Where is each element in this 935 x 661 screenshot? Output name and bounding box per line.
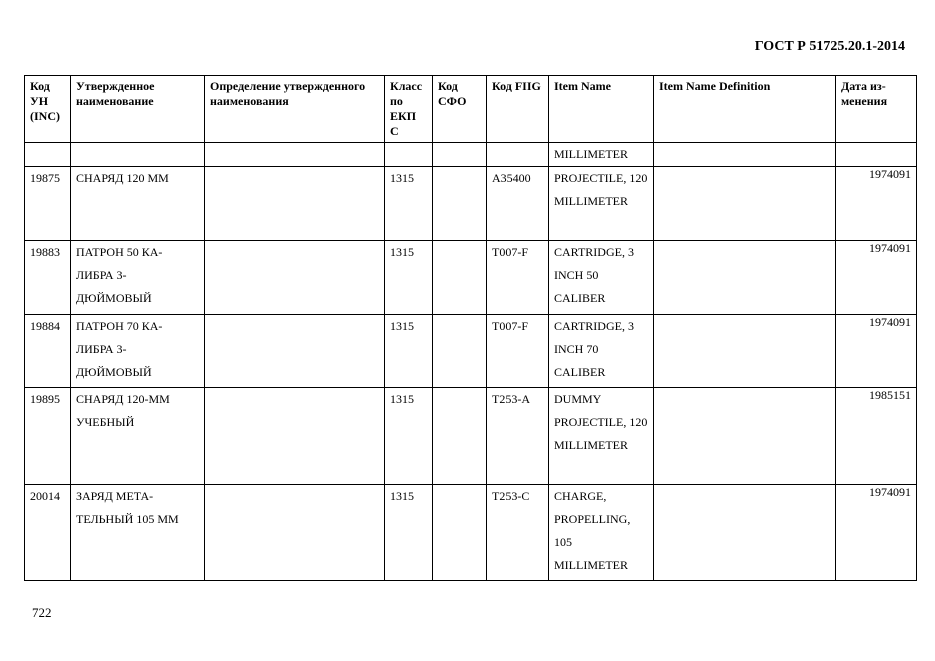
cell-definition [205,241,385,315]
cell-sfo [433,241,487,315]
cell-code: 19883 [25,241,71,315]
header-approved-name: Утвержденное наименование [71,76,205,143]
cell-class: 1315 [385,315,433,388]
cell-class [385,143,433,167]
cell-name: СНАРЯД 120-ММ УЧЕБНЫЙ [71,388,205,485]
table-row [25,241,917,315]
cell-fiig: T007-F [487,241,549,315]
cell-class: 1315 [385,388,433,485]
document-title: ГОСТ Р 51725.20.1-2014 [754,39,905,54]
cell-class: 1315 [385,241,433,315]
header-fiig: Код FIIG [487,76,549,143]
cell-date [836,143,917,167]
table-row [25,388,917,485]
cell-item-name: DUMMY PROJECTILE, 120 MILLIMETER [549,388,654,485]
cell-class: 1315 [385,485,433,581]
cell-definition [205,315,385,388]
cell-name: СНАРЯД 120 ММ [71,167,205,241]
header-definition: Определение утвержденного наименования [205,76,385,143]
cell-definition [205,388,385,485]
cell-sfo [433,485,487,581]
table-header-row [25,76,917,143]
cell-code: 19875 [25,167,71,241]
cell-sfo [433,388,487,485]
cell-name [71,143,205,167]
cell-definition [205,485,385,581]
items-table [24,75,917,581]
cell-item-def [654,388,836,485]
cell-item-def [654,485,836,581]
header-item-name-definition: Item Name Definition [654,76,836,143]
cell-item-name: CHARGE, PROPELLING, 105 MILLIMETER [549,485,654,581]
cell-sfo [433,143,487,167]
cell-name: ПАТРОН 70 КА- ЛИБРА 3- ДЮЙМОВЫЙ [71,315,205,388]
table-row [25,315,917,388]
cell-date: 1974091 [836,485,917,581]
cell-item-name: PROJECTILE, 120 MILLIMETER [549,167,654,241]
cell-sfo [433,315,487,388]
cell-item-def [654,143,836,167]
page-number: 722 [32,605,52,620]
header-class: Класс по ЕКП С [385,76,433,143]
cell-date: 1974091 [836,241,917,315]
cell-code: 19884 [25,315,71,388]
cell-date: 1974091 [836,167,917,241]
header-date: Дата из- менения [836,76,917,143]
cell-fiig: T253-A [487,388,549,485]
header-inc: Код УН (INC) [25,76,71,143]
table-row [25,485,917,581]
cell-date: 1985151 [836,388,917,485]
cell-fiig: A35400 [487,167,549,241]
cell-name: ПАТРОН 50 КА- ЛИБРА 3- ДЮЙМОВЫЙ [71,241,205,315]
cell-definition [205,143,385,167]
cell-item-def [654,315,836,388]
table-row [25,167,917,241]
header-sfo: Код СФО [433,76,487,143]
cell-code [25,143,71,167]
cell-item-def [654,167,836,241]
cell-fiig: T253-C [487,485,549,581]
cell-sfo [433,167,487,241]
cell-item-name: MILLIMETER [549,143,654,167]
cell-code: 19895 [25,388,71,485]
table-row-continuation [25,143,917,167]
cell-date: 1974091 [836,315,917,388]
cell-code: 20014 [25,485,71,581]
cell-item-def [654,241,836,315]
cell-fiig: T007-F [487,315,549,388]
cell-definition [205,167,385,241]
cell-item-name: CARTRIDGE, 3 INCH 50 CALIBER [549,241,654,315]
cell-class: 1315 [385,167,433,241]
cell-name: ЗАРЯД МЕТА- ТЕЛЬНЫЙ 105 ММ [71,485,205,581]
cell-fiig [487,143,549,167]
cell-item-name: CARTRIDGE, 3 INCH 70 CALIBER [549,315,654,388]
header-item-name: Item Name [549,76,654,143]
